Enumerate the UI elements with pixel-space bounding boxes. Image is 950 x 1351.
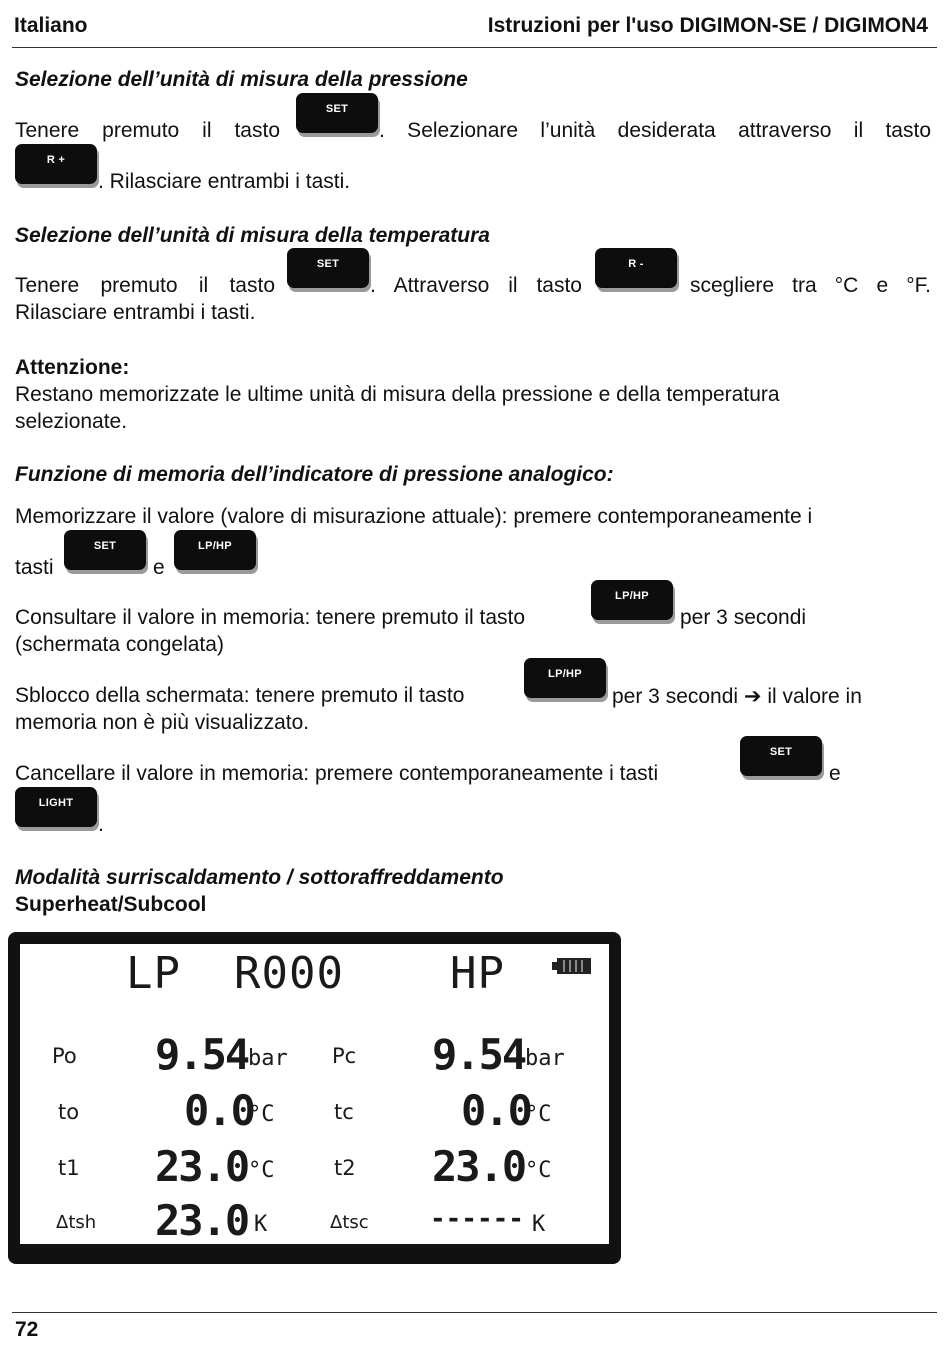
- lcd-unit: °C: [525, 1158, 552, 1183]
- header-doc-title: Istruzioni per l'uso DIGIMON-SE / DIGIMON4: [487, 14, 928, 37]
- word: il: [202, 119, 212, 142]
- lcd-display: [8, 932, 621, 1264]
- sec3-p2-line2: (schermata congelata): [15, 633, 224, 656]
- set-key-icon: SET: [287, 248, 369, 288]
- lcd-value-po: 9.54: [155, 1030, 249, 1079]
- sec3-p3-line1: Sblocco della schermata: tenere premuto il tasto: [15, 684, 465, 707]
- lp-hp-key-icon: LP/HP: [591, 580, 673, 620]
- lcd-unit: °C: [248, 1102, 275, 1127]
- section-superheat-subtitle: Superheat/Subcool: [15, 893, 207, 916]
- sec3-p2-line1: Consultare il valore in memoria: tenere premuto il tasto: [15, 606, 526, 629]
- set-key-icon: SET: [296, 93, 378, 133]
- sec2-line1-end: scegliere tra °C e °F.: [690, 274, 931, 297]
- light-key-icon: LIGHT: [15, 787, 97, 827]
- lcd-unit: °C: [525, 1102, 552, 1127]
- footer-rule: [12, 1312, 937, 1313]
- sec1-line1-start: [15, 119, 295, 143]
- r-minus-key-icon: R -: [595, 248, 677, 288]
- lcd-label-to: to: [58, 1100, 80, 1124]
- lcd-value-t1: 23.0: [155, 1142, 249, 1191]
- word: tasto: [234, 119, 280, 142]
- sec3-p3-line2: memoria non è più visualizzato.: [15, 711, 310, 734]
- sec3-p2-after: per 3 secondi: [680, 606, 807, 629]
- lcd-label-t2: t2: [334, 1156, 356, 1180]
- lcd-label-tc: tc: [334, 1100, 354, 1124]
- lcd-label-t1: t1: [58, 1156, 80, 1180]
- sec1-line2: . Rilasciare entrambi i tasti.: [98, 170, 351, 193]
- header-language: Italiano: [14, 14, 88, 37]
- r-plus-key-icon: R +: [15, 144, 97, 184]
- lcd-unit: K: [254, 1212, 268, 1237]
- lcd-value-t2: 23.0: [432, 1142, 526, 1191]
- lp-hp-key-icon: LP/HP: [524, 658, 606, 698]
- lcd-value-delta-tsc: ------: [430, 1204, 524, 1234]
- section-temperature-unit-title: Selezione dell’unità di misura della temperatura: [15, 224, 490, 247]
- lcd-label-delta-tsh: Δtsh: [56, 1212, 97, 1233]
- header-rule: [12, 47, 937, 48]
- sec3-p1-line1: Memorizzare il valore (valore di misurazione attuale): premere contemporaneamente i: [15, 505, 813, 528]
- lcd-unit: °C: [248, 1158, 275, 1183]
- sec3-p1-e: e: [153, 556, 165, 579]
- lcd-label-pc: Pc: [332, 1044, 357, 1068]
- word: premuto: [102, 119, 180, 142]
- lcd-unit: bar: [525, 1046, 565, 1071]
- set-key-icon: SET: [740, 736, 822, 776]
- lp-hp-key-icon: LP/HP: [174, 530, 256, 570]
- set-key-icon: SET: [64, 530, 146, 570]
- lcd-value-pc: 9.54: [432, 1030, 526, 1079]
- sec3-p1-tasti: tasti: [15, 556, 54, 579]
- battery-icon: [552, 956, 592, 982]
- section-memory-function-title: Funzione di memoria dell’indicatore di pressione analogico:: [15, 463, 614, 486]
- sec3-p4-line1: Cancellare il valore in memoria: premere contemporaneamente i tasti: [15, 762, 659, 785]
- lcd-lp-label: LP: [126, 948, 181, 999]
- sec2-line1-mid: . Attraverso il tasto: [370, 274, 582, 297]
- lcd-unit: K: [532, 1212, 546, 1237]
- lcd-value-delta-tsh: 23.0: [155, 1196, 249, 1245]
- lcd-refrigerant: R000: [234, 948, 344, 999]
- lcd-unit: bar: [248, 1046, 288, 1071]
- word: Tenere: [15, 119, 80, 142]
- lcd-hp-label: HP: [450, 948, 505, 999]
- lcd-label-delta-tsc: Δtsc: [330, 1212, 369, 1233]
- attention-line1: Restano memorizzate le ultime unità di misura della pressione e della temperatura: [15, 383, 780, 406]
- lcd-value-to: 0.0: [184, 1086, 254, 1135]
- section-superheat-title: Modalità surriscaldamento / sottoraffreddamento: [15, 866, 504, 889]
- section-pressure-unit-title: Selezione dell’unità di misura della pressione: [15, 68, 468, 91]
- sec2-line2: Rilasciare entrambi i tasti.: [15, 301, 256, 324]
- attention-title: Attenzione:: [15, 356, 130, 379]
- sec3-p3-after: per 3 secondi ➔ il valore in: [612, 685, 862, 708]
- lcd-label-po: Po: [52, 1044, 77, 1068]
- sec3-p4-e: e: [829, 762, 841, 785]
- lcd-value-tc: 0.0: [461, 1086, 531, 1135]
- lcd-screen: [20, 944, 609, 1244]
- sec1-line1-end: . Selezionare l’unità desiderata attraverso il tasto: [379, 119, 931, 142]
- sec3-p4-end: .: [98, 813, 104, 836]
- page-number: 72: [15, 1318, 39, 1341]
- attention-line2: selezionate.: [15, 410, 128, 433]
- sec2-line1-start: Tenere premuto il tasto: [15, 274, 275, 297]
